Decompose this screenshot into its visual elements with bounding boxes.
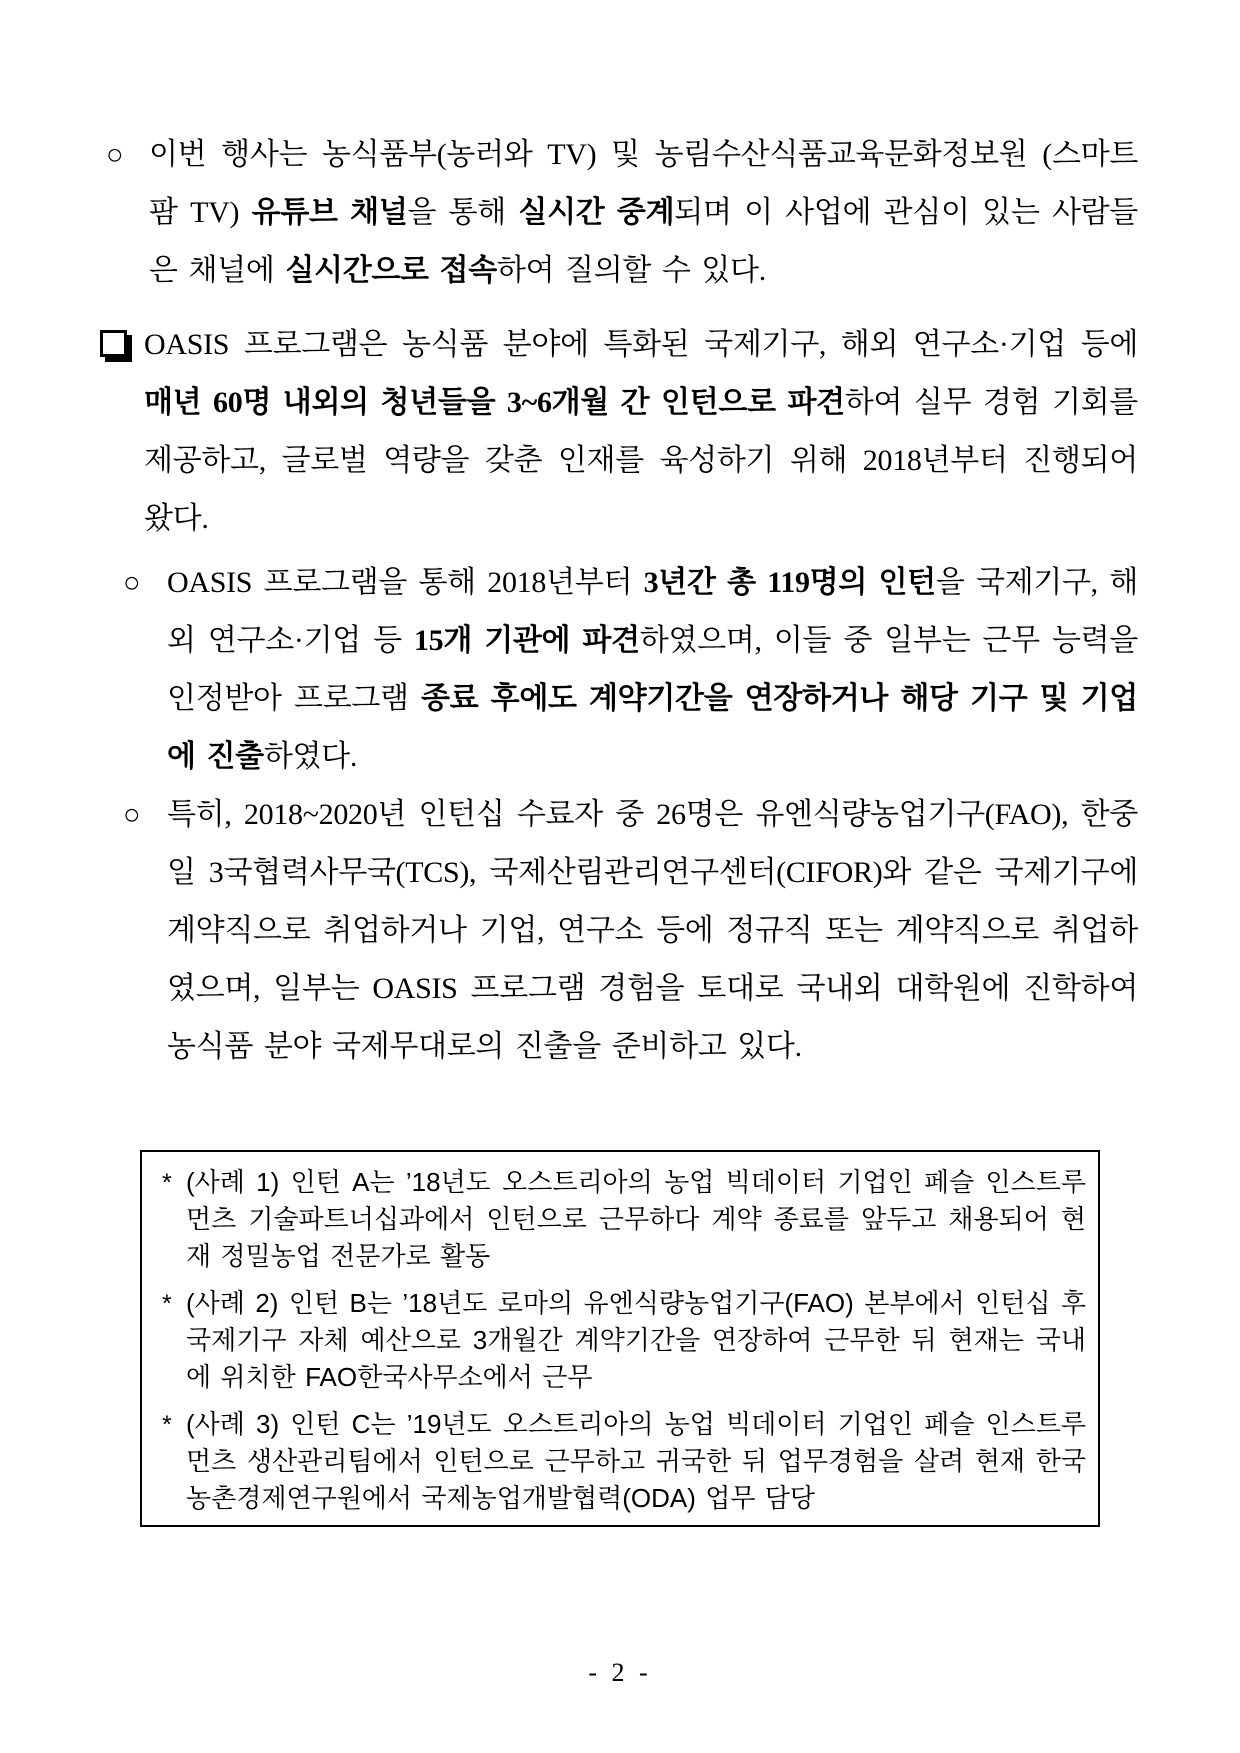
case-item (158, 1164, 1086, 1275)
body-paragraphs (100, 126, 1138, 1076)
text-run: 하여 실무 경험 기회를 제공하고, 글로벌 역량을 갖춘 인재를 육성하기 위해 2018년부터 진행되어 왔다. (144, 386, 1138, 535)
case-text: (사례 3) 인턴 C는 ’19년도 오스트리아의 농업 빅데이터 기업인 페슬 인스트루먼츠 생산관리팀에서 인턴으로 근무하고 귀국한 뒤 업무경험을 살려 현재 한국농촌경제연구원에서 국제농업개발협력(ODA) 업무 담당 (186, 1409, 1086, 1513)
text-run: 종료 후에도 계약기간을 연장하거나 해당 기구 및 기업에 진출 (167, 682, 1138, 773)
text-run: 을 국제기구, 해외 연구소·기업 등 (167, 566, 1138, 657)
circle-bullet-icon: ○ (106, 139, 124, 171)
asterisk-marker: * (162, 1290, 172, 1318)
paragraph (123, 554, 1138, 786)
case-item (158, 1285, 1086, 1396)
paragraph (100, 316, 1138, 548)
paragraph (106, 126, 1138, 300)
paragraph-text (167, 798, 1138, 1063)
text-run: 3년간 총 119명의 인턴 (643, 566, 936, 599)
text-run: OASIS 프로그램은 농식품 분야에 특화된 국제기구, 해외 연구소·기업 등에 (144, 328, 1138, 361)
page-footer (0, 1658, 1240, 1688)
case-note-items (158, 1164, 1086, 1517)
text-run: 실시간으로 접속 (285, 254, 497, 287)
text-run: 을 통해 (407, 196, 519, 229)
case-text: (사례 2) 인턴 B는 ’18년도 로마의 유엔식량농업기구(FAO) 본부에서 인턴십 후 국제기구 자체 예산으로 3개월간 계약기간을 연장하여 근무한 뒤 현재는 국내에 위치한 FAO한국사무소에서 근무 (186, 1288, 1086, 1392)
asterisk-marker: * (162, 1411, 172, 1439)
circle-bullet-icon: ○ (123, 567, 141, 599)
text-run: 15개 기관에 파견 (413, 624, 640, 657)
text-run: 이번 행사는 농식품부(농러와 TV) 및 농림수산식품교육문화정보원 (스마트팜 TV) (149, 138, 1138, 229)
shadowed-square-bullet-icon (100, 330, 127, 357)
text-run: 특히, 2018~2020년 인턴십 수료자 중 26명은 유엔식량농업기구(FAO), 한중일 3국협력사무국(TCS), 국제산림관리연구센터(CIFOR)와 같은 국제기구에 계약직으로 취업하거나 기업, 연구소 등에 정규직 또는 계약직으로 취업하였으며, 일부는 OASIS 프로그램 경험을 토대로 국내외 대학원에 진학하여 농식품 분야 국제무대로의 진출을 준비하고 있다. (167, 798, 1138, 1063)
text-run: 하여 질의할 수 있다. (496, 254, 766, 287)
circle-bullet-icon: ○ (123, 799, 141, 831)
text-run: 하였으며, 이들 중 일부는 근무 능력을 인정받아 프로그램 (167, 624, 1138, 715)
case-text: (사례 1) 인턴 A는 ’18년도 오스트리아의 농업 빅데이터 기업인 페슬 인스트루먼츠 기술파트너십과에서 인턴으로 근무하다 계약 종료를 앞두고 채용되어 현재 정밀농업 전문가로 활동 (186, 1167, 1086, 1271)
case-note-box (140, 1150, 1100, 1527)
asterisk-marker: * (162, 1169, 172, 1197)
paragraph-text (149, 138, 1138, 287)
text-run: 유튜브 채널 (251, 196, 408, 229)
text-run: 실시간 중계 (518, 196, 675, 229)
paragraph-text (167, 566, 1138, 773)
case-item (158, 1406, 1086, 1517)
page-number: - 2 - (588, 1658, 652, 1687)
paragraph-text (144, 328, 1138, 535)
paragraph (123, 786, 1138, 1076)
text-run: 하였다. (263, 740, 358, 773)
text-run: OASIS 프로그램을 통해 2018년부터 (167, 566, 644, 599)
text-run: 매년 60명 내외의 청년들을 3~6개월 간 인턴으로 파견 (144, 386, 845, 419)
text-run: 되며 이 사업에 관심이 있는 사람들은 채널에 (149, 196, 1138, 287)
